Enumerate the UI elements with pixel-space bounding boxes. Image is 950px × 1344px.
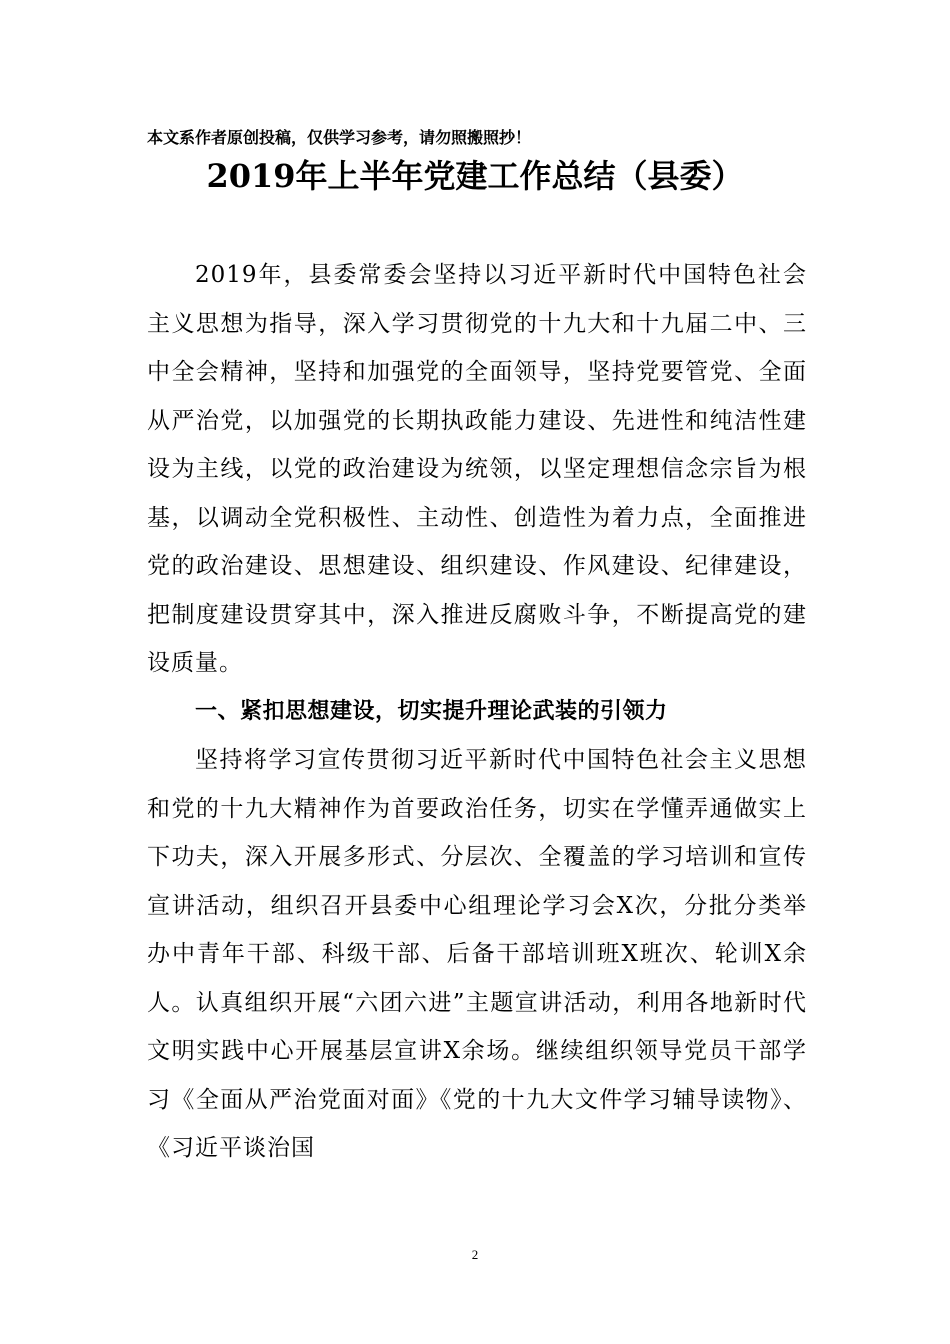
document-title: 2019年上半年党建工作总结（县委） xyxy=(206,157,744,195)
section-heading: 一、紧扣思想建设，切实提升理论武装的引领力 xyxy=(195,698,668,724)
page-number: 2 xyxy=(471,1247,479,1262)
document-body xyxy=(147,251,807,1173)
section-paragraph: 坚持将学习宣传贯彻习近平新时代中国特色社会主义思想和党的十九大精神作为首要政治任务，切实在学懂弄通做实上下功夫，深入开展多形式、分层次、全覆盖的学习培训和宣传宣讲活动，组织召开县委中心组理论学习会X次，分批分类举办中青年干部、科级干部、后备干部培训班X班次、轮训X余人。认真组织开展“六团六进”主题宣讲活动，利用各地新时代文明实践中心开展基层宣讲X余场。继续组织领导党员干部学习《全面从严治党面对面》《党的十九大文件学习辅导读物》、《习近平谈治国 xyxy=(147,747,807,1161)
copyright-notice: 本文系作者原创投稿，仅供学习参考，请勿照搬照抄！ xyxy=(147,128,532,147)
intro-paragraph: 2019年，县委常委会坚持以习近平新时代中国特色社会主义思想为指导，深入学习贯彻党的十九大和十九届二中、三中全会精神，坚持和加强党的全面领导，坚持党要管党、全面从严治党，以加强党的长期执政能力建设、先进性和纯洁性建设为主线，以党的政治建设为统领，以坚定理想信念宗旨为根基，以调动全党积极性、主动性、创造性为着力点，全面推进党的政治建设、思想建设、组织建设、作风建设、纪律建设，把制度建设贯穿其中，深入推进反腐败斗争，不断提高党的建设质量。 xyxy=(147,262,807,676)
